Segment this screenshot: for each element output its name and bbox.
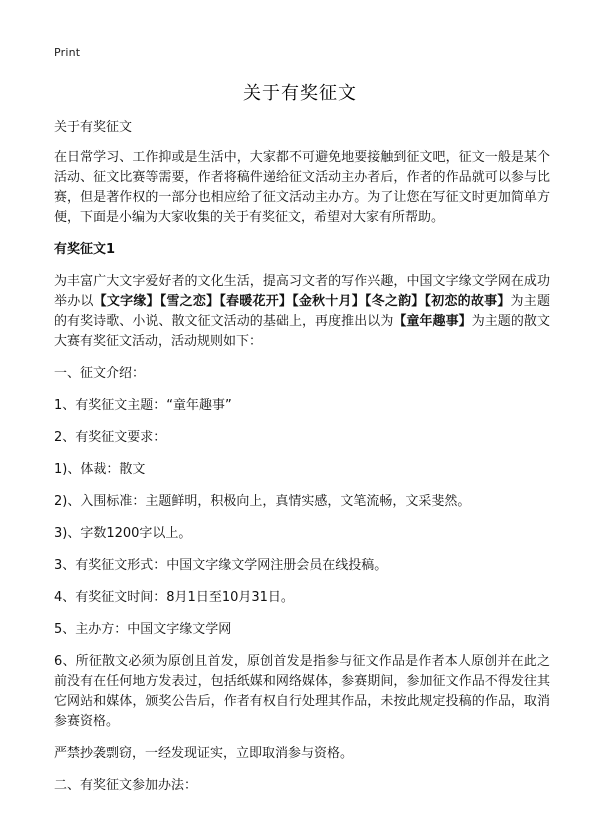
list-item: 2、有奖征文要求： (54, 430, 167, 445)
document-subtitle: 关于有奖征文 (54, 120, 133, 135)
intro-paragraph: 在日常学习、工作抑或是生活中，大家都不可避免地要接触到征文吧，征文一般是某个活动、征文比赛等需要，作者将稿件递给征文活动主办者后，作者的作品就可以参与比赛，但是著作权的一部分也相应给了征文活动主办方。为了让您在写征文时更加简单方便，下面是小编为大家收集的关于有奖征文，希望对大家有所帮助。 (54, 150, 550, 225)
list-item: 1)、体裁：散文 (54, 462, 146, 477)
section-heading: 有奖征文1 (54, 242, 116, 257)
document-title: 关于有奖征文 (243, 83, 357, 104)
list-item: 3、有奖征文形式：中国文字缘文学网注册会员在线投稿。 (54, 558, 388, 573)
main-paragraph-part-5: 为主题的散文大赛有奖征文活动，活动规则如下： (54, 314, 550, 349)
list-item: 5、主办方：中国文字缘文学网 (54, 622, 232, 637)
list-item: 2)、入围标准：主题鲜明，积极向上，真情实感，文笔流畅，文采斐然。 (54, 494, 471, 509)
list-item: 3)、字数1200字以上。 (54, 526, 192, 541)
print-label: Print (54, 46, 81, 59)
list-item: 严禁抄袭剽窃，一经发现证实，立即取消参与资格。 (54, 746, 354, 761)
main-paragraph-topics: 【文字缘】【雪之恋】【春暖花开】【金秋十月】【冬之韵】【初恋的故事】 (93, 294, 511, 309)
list-item: 4、有奖征文时间：8月1日至10月31日。 (54, 590, 294, 605)
list-item: 一、征文介绍： (54, 366, 146, 381)
main-paragraph-part-1: 为丰富广大文字爱好者的文化生活，提高习文者的写作兴趣，中国文字缘文学网在成功举办以 (54, 274, 550, 309)
main-paragraph-theme: 【童年趣事】 (393, 314, 472, 329)
list-item: 6、所征散文必须为原创且首发，原创首发是指参与征文作品是作者本人原创并在此之前没有在任何地方发表过，包括纸媒和网络媒体，参赛期间，参加征文作品不得发往其它网站和媒体，颁奖公告后，作者有权自行处理其作品，未按此规定投稿的作品，取消参赛资格。 (54, 654, 550, 729)
main-paragraph (54, 272, 550, 352)
list-item: 二、有奖征文参加办法： (54, 778, 198, 793)
document-body (54, 118, 550, 808)
main-paragraph-part-3: 为主题的有奖诗歌、小说、散文征文活动的基础上，再度推出以为 (54, 294, 550, 329)
list-item: 1、有奖征文主题：“童年趣事” (54, 398, 232, 413)
